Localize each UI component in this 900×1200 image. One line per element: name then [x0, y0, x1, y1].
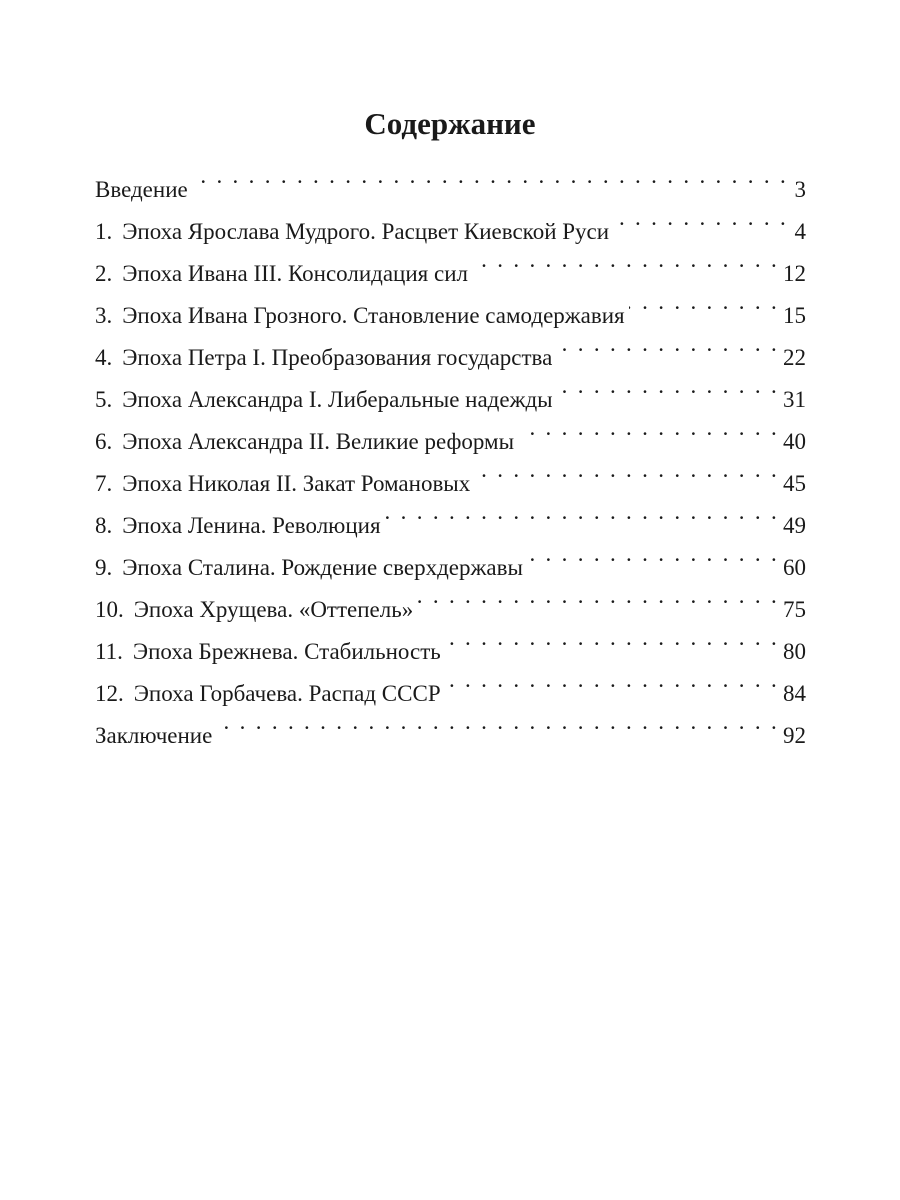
toc-chapter-number: 2. — [95, 261, 113, 286]
toc-dot-leader — [192, 155, 788, 197]
toc-dot-leader — [445, 659, 779, 701]
toc-chapter-number: 6. — [95, 429, 113, 454]
toc-page-number: 49 — [783, 513, 806, 538]
toc-dot-leader — [385, 491, 779, 533]
toc-dot-leader — [474, 449, 779, 491]
toc-entry-text: Эпоха Ленина. Революция — [122, 513, 381, 538]
toc-page-number: 45 — [783, 471, 806, 496]
toc-dot-leader — [472, 239, 779, 281]
toc-page-number: 3 — [794, 177, 806, 202]
toc-dot-leader — [518, 407, 779, 449]
toc-dot-leader — [445, 617, 779, 659]
toc-page-number: 60 — [783, 555, 806, 580]
toc-dot-leader — [557, 365, 779, 407]
toc-dot-leader — [417, 575, 779, 617]
toc-entry-text: Эпоха Хрущева. «Оттепель» — [133, 597, 414, 622]
toc-page-number: 80 — [783, 639, 806, 664]
toc-entry-text: Эпоха Петра I. Преобразования государства — [122, 345, 553, 370]
toc-page-number: 15 — [783, 303, 806, 328]
toc-entry-text: Эпоха Брежнева. Стабильность — [132, 639, 441, 664]
toc-chapter-number: 1. — [95, 219, 113, 244]
toc-chapter-number: 4. — [95, 345, 113, 370]
toc-chapter-number: 7. — [95, 471, 113, 496]
toc-dot-leader — [216, 701, 779, 743]
toc-chapter-number: 8. — [95, 513, 113, 538]
toc-entry-text: Эпоха Сталина. Рождение сверхдержавы — [122, 555, 523, 580]
toc-entry-text: Эпоха Ивана Грозного. Становление самодержавия — [122, 303, 625, 328]
toc-entry-text: Эпоха Ивана III. Консолидация сил — [122, 261, 468, 286]
toc-page-number: 12 — [783, 261, 806, 286]
toc-chapter-number: 5. — [95, 387, 113, 412]
toc-entry-text: Введение — [95, 177, 188, 202]
toc-chapter-number: 12. — [95, 681, 124, 706]
toc-entry-text: Эпоха Александра I. Либеральные надежды — [122, 387, 553, 412]
table-of-contents — [95, 155, 806, 748]
toc-page-number: 22 — [783, 345, 806, 370]
toc-page-number: 4 — [794, 219, 806, 244]
toc-page-number: 84 — [783, 681, 806, 706]
toc-entry-text: Эпоха Николая II. Закат Романовых — [122, 471, 471, 496]
toc-chapter-number: 9. — [95, 555, 113, 580]
toc-entry-text: Эпоха Александра II. Великие реформы — [122, 429, 515, 454]
toc-chapter-number: 11. — [95, 639, 123, 664]
toc-dot-leader — [556, 323, 779, 365]
toc-page-number: 31 — [783, 387, 806, 412]
toc-entry-introduction — [95, 155, 806, 202]
page-title: Содержание — [364, 106, 536, 141]
toc-page-number: 75 — [783, 597, 806, 622]
toc-dot-leader — [629, 281, 779, 323]
toc-page-number: 40 — [783, 429, 806, 454]
toc-dot-leader — [527, 533, 779, 575]
toc-entry-text: Эпоха Горбачева. Распад СССР — [133, 681, 441, 706]
toc-page-number: 92 — [783, 723, 806, 748]
toc-entry-text: Заключение — [95, 723, 213, 748]
toc-chapter-number: 10. — [95, 597, 124, 622]
toc-entry-text: Эпоха Ярослава Мудрого. Расцвет Киевской Руси — [122, 219, 610, 244]
toc-chapter-number: 3. — [95, 303, 113, 328]
toc-entry-chapter-1 — [95, 197, 806, 244]
toc-dot-leader — [613, 197, 788, 239]
